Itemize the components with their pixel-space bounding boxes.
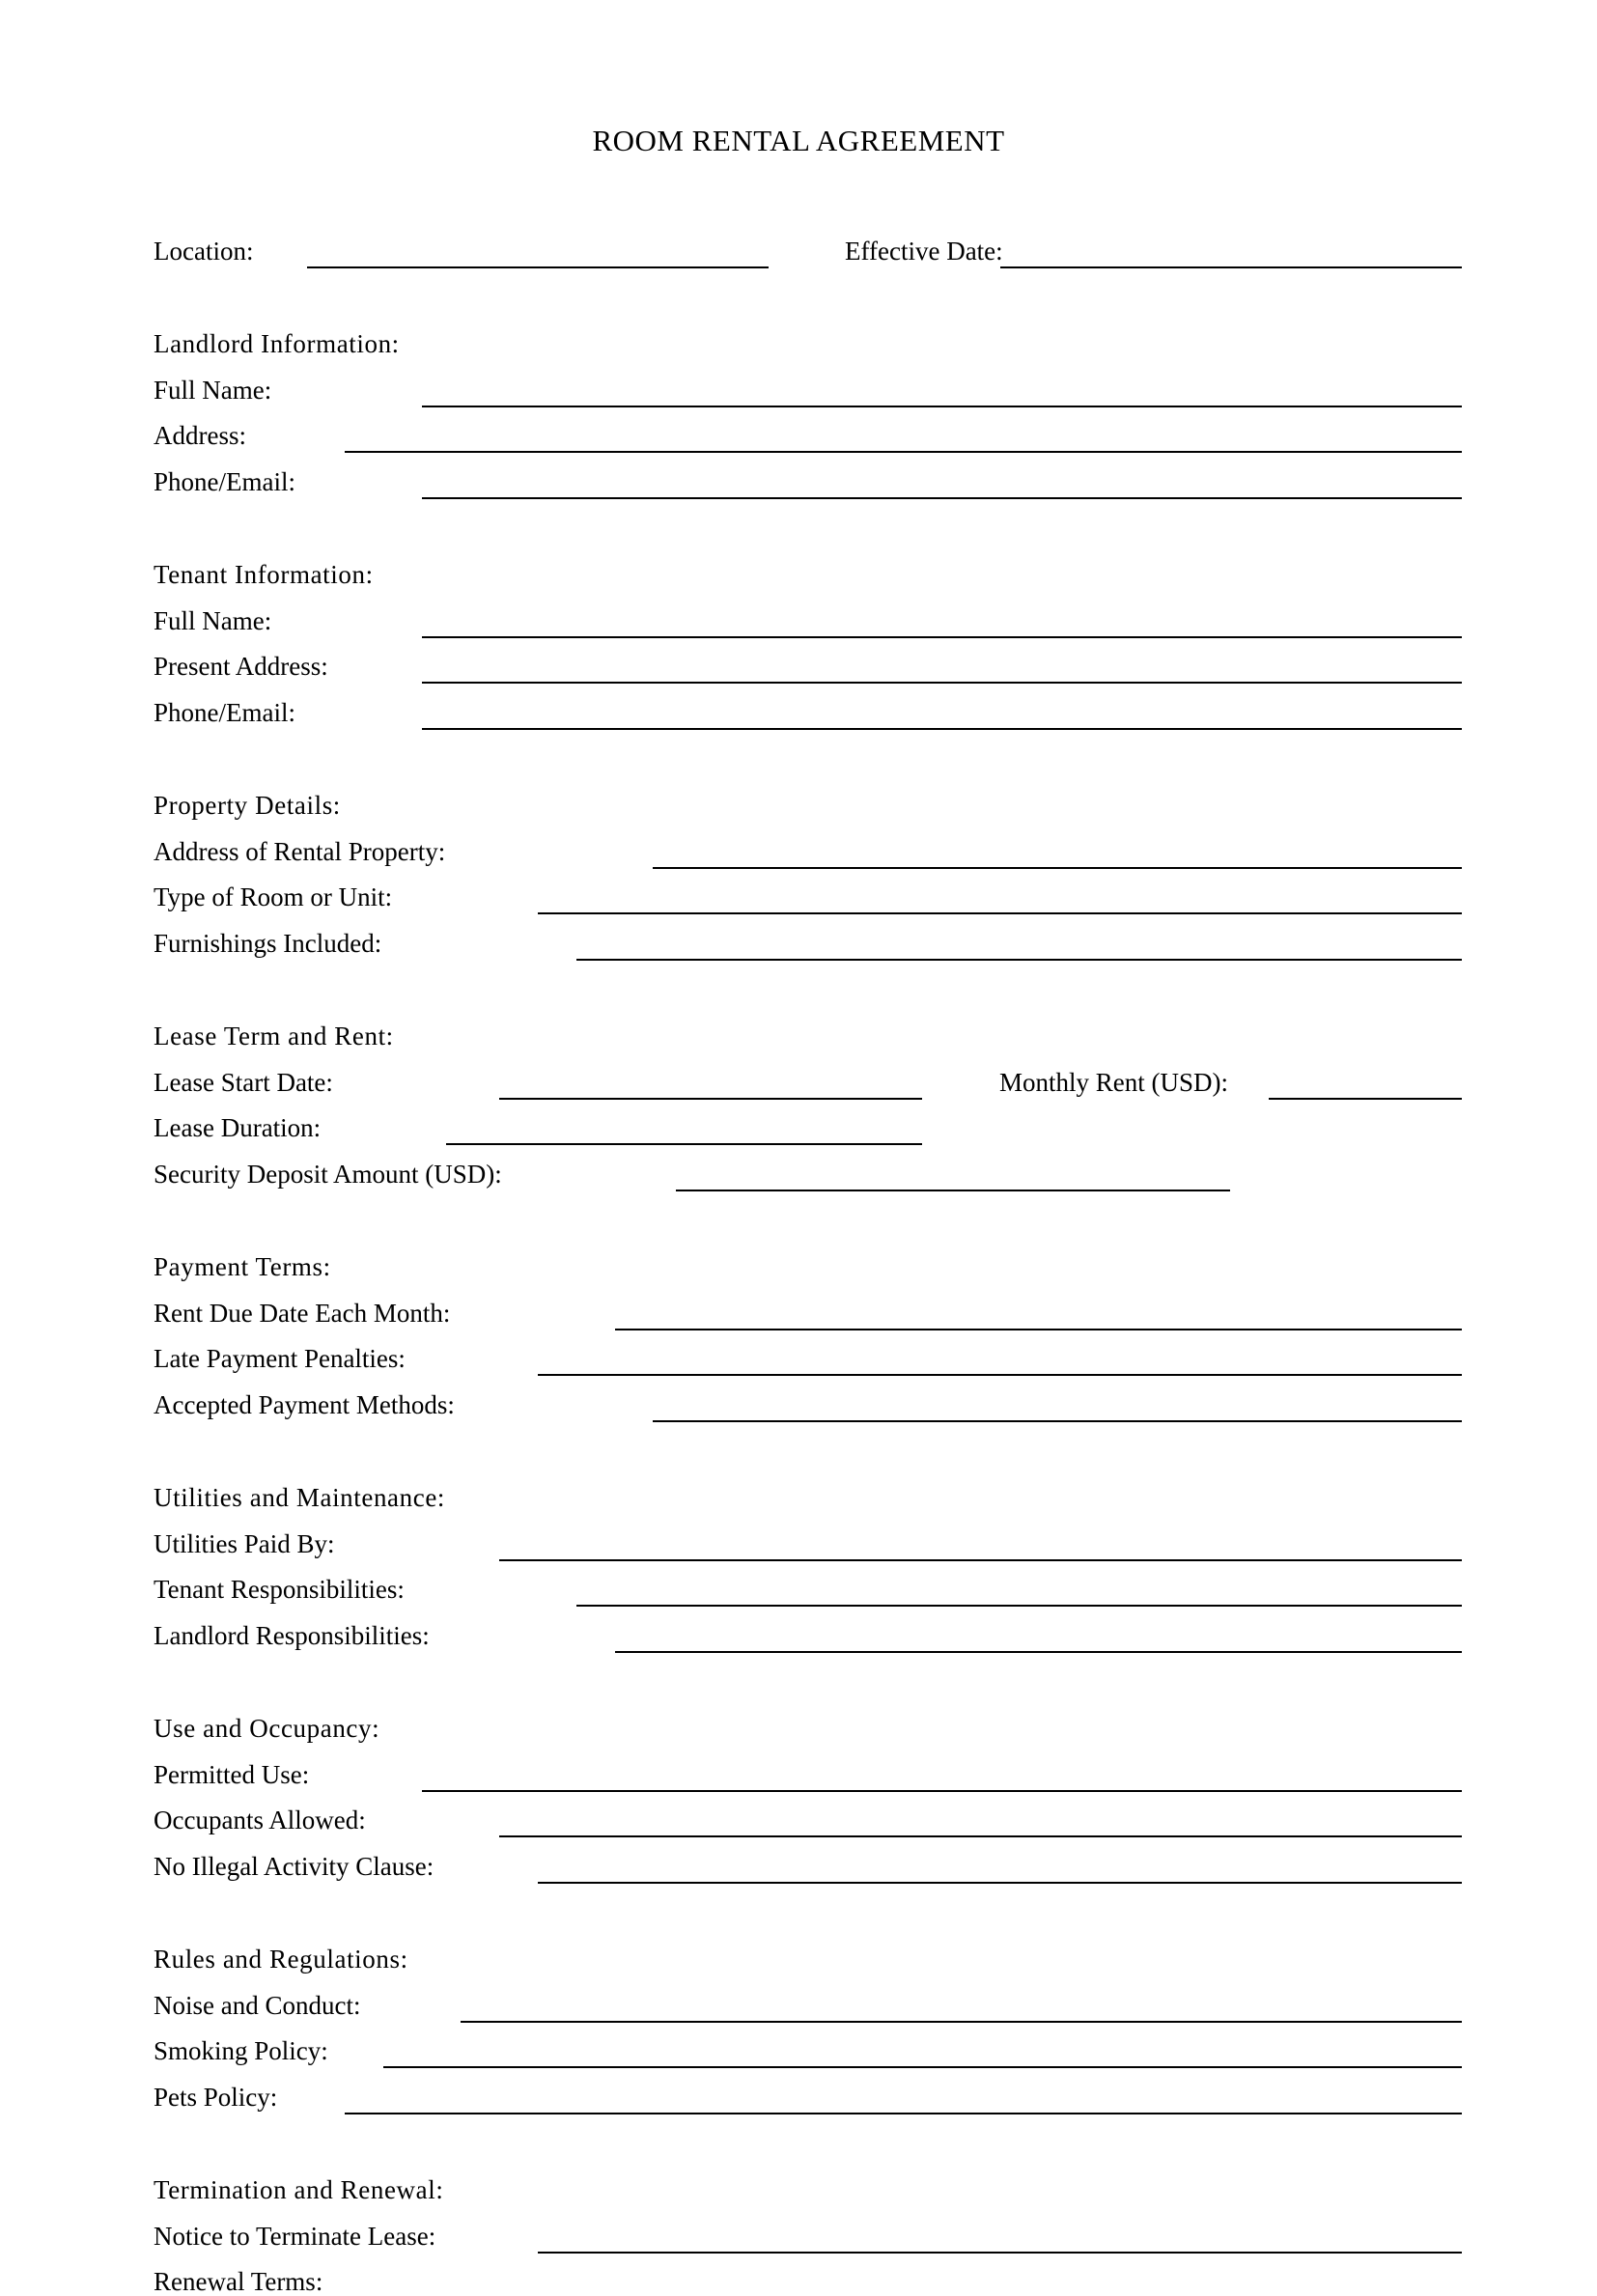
security-deposit-label: Security Deposit Amount (USD): [154, 1160, 502, 1189]
pets-policy-field[interactable] [345, 2113, 1462, 2114]
lease-section-heading: Lease Term and Rent: [154, 1022, 394, 1050]
tenant-section-heading: Tenant Information: [154, 560, 374, 589]
property-section-heading: Property Details: [154, 791, 341, 820]
occupants-allowed-field[interactable] [499, 1835, 1462, 1837]
landlord-responsibilities-field[interactable] [615, 1651, 1462, 1653]
tenant-full-name-field[interactable] [422, 636, 1462, 638]
tenant-full-name-label: Full Name: [154, 606, 272, 635]
renewal-terms-label: Renewal Terms: [154, 2267, 323, 2296]
landlord-address-label: Address: [154, 421, 246, 450]
tenant-present-address-field[interactable] [422, 682, 1462, 684]
utilities-paid-by-field[interactable] [499, 1559, 1462, 1561]
lease-start-date-field[interactable] [499, 1098, 922, 1100]
landlord-full-name-field[interactable] [422, 406, 1462, 407]
furnishings-label: Furnishings Included: [154, 929, 382, 958]
lease-duration-field[interactable] [446, 1143, 922, 1145]
payment-methods-label: Accepted Payment Methods: [154, 1390, 455, 1419]
illegal-activity-field[interactable] [538, 1882, 1462, 1884]
security-deposit-field[interactable] [676, 1190, 1230, 1191]
permitted-use-field[interactable] [422, 1790, 1462, 1792]
utilities-paid-by-label: Utilities Paid By: [154, 1529, 335, 1558]
rent-due-date-label: Rent Due Date Each Month: [154, 1299, 451, 1328]
late-penalties-label: Late Payment Penalties: [154, 1344, 406, 1373]
furnishings-field[interactable] [576, 959, 1462, 961]
effective-date-label: Effective Date: [845, 237, 1003, 266]
landlord-section-heading: Landlord Information: [154, 329, 400, 358]
payment-methods-field[interactable] [653, 1420, 1462, 1422]
notice-terminate-field[interactable] [538, 2252, 1462, 2254]
lease-start-date-label: Lease Start Date: [154, 1068, 333, 1097]
rules-section-heading: Rules and Regulations: [154, 1945, 408, 1974]
tenant-phone-email-label: Phone/Email: [154, 698, 295, 727]
utilities-section-heading: Utilities and Maintenance: [154, 1483, 446, 1512]
noise-conduct-field[interactable] [461, 2021, 1462, 2023]
rent-due-date-field[interactable] [615, 1329, 1462, 1330]
termination-section-heading: Termination and Renewal: [154, 2175, 444, 2204]
landlord-phone-email-label: Phone/Email: [154, 467, 295, 496]
landlord-phone-email-field[interactable] [422, 497, 1462, 499]
landlord-responsibilities-label: Landlord Responsibilities: [154, 1621, 430, 1650]
payment-section-heading: Payment Terms: [154, 1252, 331, 1281]
pets-policy-label: Pets Policy: [154, 2083, 278, 2112]
monthly-rent-field[interactable] [1269, 1098, 1462, 1100]
document-title: ROOM RENTAL AGREEMENT [592, 124, 1005, 157]
lease-duration-label: Lease Duration: [154, 1113, 322, 1142]
rental-property-address-field[interactable] [653, 867, 1462, 869]
tenant-responsibilities-label: Tenant Responsibilities: [154, 1575, 405, 1604]
rental-property-address-label: Address of Rental Property: [154, 837, 446, 866]
smoking-policy-label: Smoking Policy: [154, 2036, 328, 2065]
smoking-policy-field[interactable] [383, 2066, 1462, 2068]
effective-date-field[interactable] [1000, 266, 1462, 268]
tenant-phone-email-field[interactable] [422, 728, 1462, 730]
occupants-allowed-label: Occupants Allowed: [154, 1806, 366, 1834]
landlord-full-name-label: Full Name: [154, 376, 272, 405]
permitted-use-label: Permitted Use: [154, 1760, 310, 1789]
illegal-activity-label: No Illegal Activity Clause: [154, 1852, 434, 1881]
room-type-label: Type of Room or Unit: [154, 882, 393, 911]
monthly-rent-label: Monthly Rent (USD): [999, 1068, 1229, 1097]
location-label: Location: [154, 237, 254, 266]
notice-terminate-label: Notice to Terminate Lease: [154, 2222, 436, 2251]
landlord-address-field[interactable] [345, 451, 1462, 453]
noise-conduct-label: Noise and Conduct: [154, 1991, 361, 2020]
late-penalties-field[interactable] [538, 1374, 1462, 1376]
location-field[interactable] [307, 266, 769, 268]
room-type-field[interactable] [538, 912, 1462, 914]
use-occupancy-section-heading: Use and Occupancy: [154, 1714, 380, 1743]
tenant-responsibilities-field[interactable] [576, 1605, 1462, 1607]
tenant-present-address-label: Present Address: [154, 652, 328, 681]
